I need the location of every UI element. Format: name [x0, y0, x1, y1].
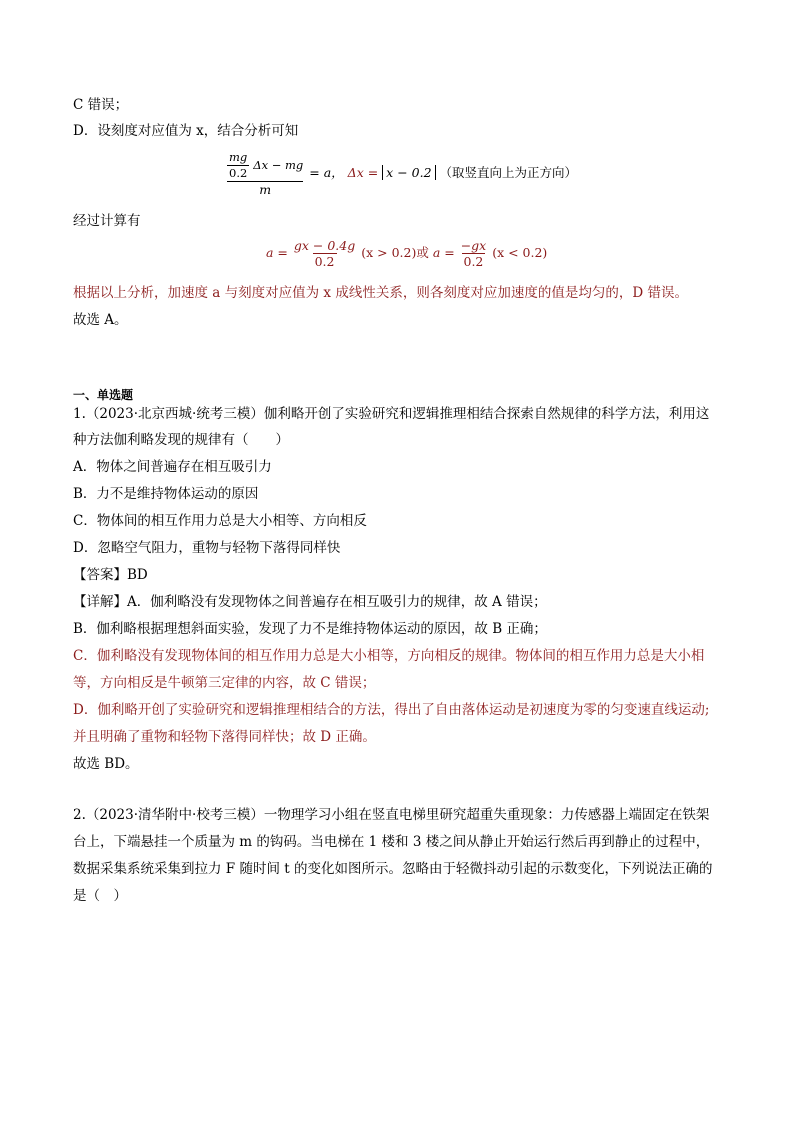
eq2-cond2: (x < 0.2) [492, 245, 548, 260]
eq1-inner-den: 0.2 [229, 166, 248, 180]
q1-option-b: B．力不是维持物体运动的原因 [73, 486, 259, 502]
eq1-den: m [227, 181, 303, 197]
eq2-den2: 0.2 [463, 254, 484, 269]
q1-detail-line-3: C．伽利略没有发现物体间的相互作用力总是大小相等，方向相反的规律。物体间的相互作用力总是大小相 [73, 648, 705, 664]
q1-detail-line-1: 【详解】A．伽利略没有发现物体之间普遍存在相互吸引力的规律，故 A 错误； [73, 594, 547, 610]
prev-choose: 故选 A。 [73, 312, 128, 328]
eq2-fraction-2 [459, 238, 489, 269]
eq2-a1: a = [266, 245, 292, 260]
eq2-num2: −gx [460, 238, 487, 253]
eq2-a2: a = [432, 245, 459, 260]
eq2-cond1: (x > 0.2)或 [361, 245, 429, 260]
q2-stem-line-1: 2.（2023·清华附中·校考三模）一物理学习小组在竖直电梯里研究超重失重现象：力传感器上端固定在铁架 [73, 807, 710, 823]
q1-option-d: D．忽略空气阻力，重物与轻物下落得同样快 [73, 540, 341, 556]
q1-option-c: C．物体间的相互作用力总是大小相等、方向相反 [73, 513, 367, 529]
after-calc-text: 经过计算有 [73, 213, 141, 229]
q2-stem-line-2: 台上，下端悬挂一个质量为 m 的钩码。当电梯在 1 楼和 3 楼之间从静止开始运行然后再到静止的过程中， [73, 834, 710, 850]
q1-detail-line-5: D．伽利略开创了实验研究和逻辑推理相结合的方法，得出了自由落体运动是初速度为零的匀变速直线运动; [73, 702, 710, 718]
q1-detail-line-4: 等，方向相反是牛顿第三定律的内容，故 C 错误； [73, 675, 376, 691]
eq2-den1: 0.2 [314, 254, 335, 269]
prev-line-c: C 错误； [73, 97, 129, 113]
eq1-note: （取竖直向上为正方向） [439, 165, 578, 180]
q1-answer: 【答案】BD [73, 567, 148, 583]
prev-line-d: D．设刻度对应值为 x，结合分析可知 [73, 123, 299, 139]
q1-detail-line-2: B．伽利略根据理想斜面实验，发现了力不是维持物体运动的原因，故 B 正确； [73, 621, 547, 637]
equation-1 [225, 150, 577, 197]
eq1-rhs: = a， [309, 165, 344, 180]
q2-stem-line-4: 是（ ） [73, 888, 127, 904]
q2-stem-line-3: 数据采集系统采集到拉力 F 随时间 t 的变化如图所示。忽略由于轻微抖动引起的示数变化，下列说法正确的 [73, 861, 713, 877]
eq1-dx-label: Δx = [347, 165, 383, 180]
q1-option-a: A．物体之间普遍存在相互吸引力 [73, 459, 272, 475]
section-heading: 一、单选题 [73, 388, 134, 402]
conclusion-text: 根据以上分析，加速度 a 与刻度对应值为 x 成线性关系，则各刻度对应加速度的值是均匀的，D 错误。 [73, 285, 688, 301]
q1-stem-line-1: 1.（2023·北京西城·统考三模）伽利略开创了实验研究和逻辑推理相结合探索自然规律的科学方法，利用这 [73, 406, 710, 422]
q1-stem-line-2: 种方法伽利略发现的规律有（ ） [73, 432, 289, 448]
eq2-fraction-1 [292, 238, 357, 269]
eq2-num1: gx − 0.4g [293, 238, 356, 253]
eq1-after-inner: Δx − mg [253, 158, 304, 172]
eq1-fraction [225, 150, 305, 197]
equation-2 [266, 238, 547, 269]
q1-detail-line-6: 并且明确了重物和轻物下落得同样快；故 D 正确。 [73, 729, 376, 745]
q1-choose: 故选 BD。 [73, 756, 139, 772]
eq1-inner-num: mg [229, 150, 248, 164]
eq1-abs: x − 0.2 [382, 165, 435, 180]
